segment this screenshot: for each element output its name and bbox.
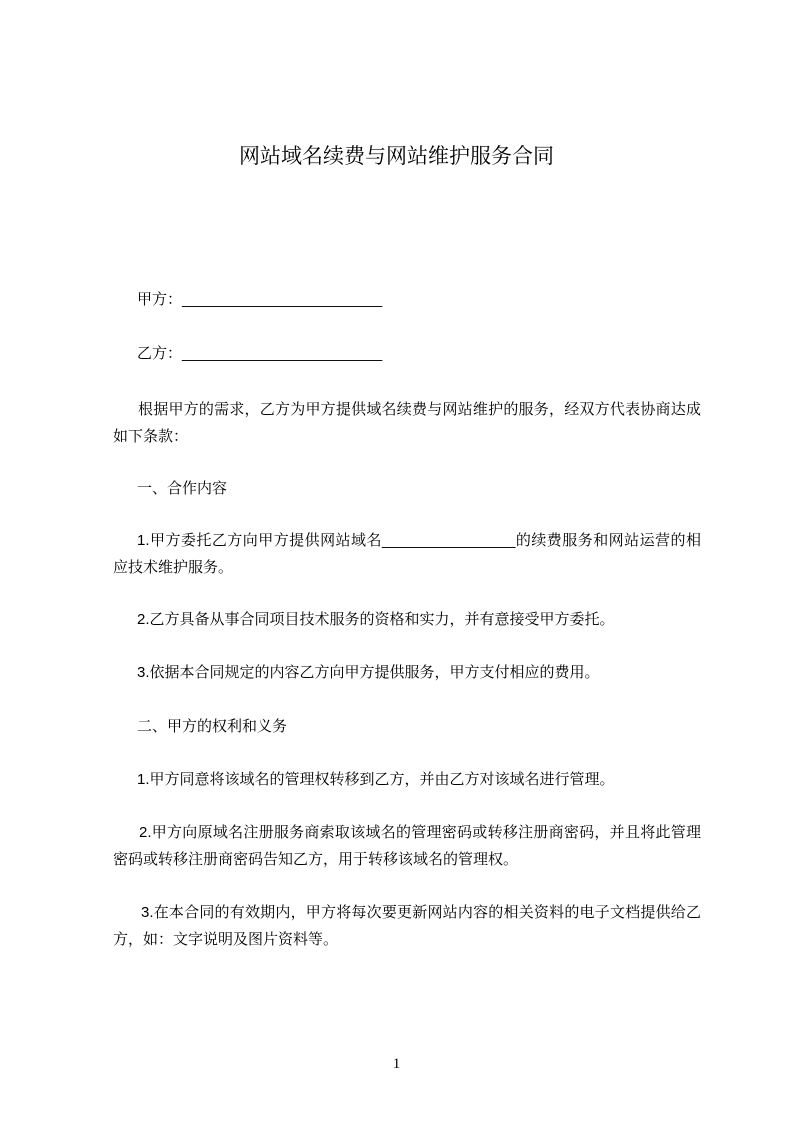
section1-item-1: 1.甲方委托乙方向甲方提供网站域名________________的续费服务和网站运营的相应技术维护服务。 bbox=[113, 532, 701, 576]
section1-item-3: 3.依据本合同规定的内容乙方向甲方提供服务，甲方支付相应的费用。 bbox=[137, 664, 600, 681]
section2-heading: 二、甲方的权利和义务 bbox=[137, 718, 288, 735]
section1-item-2: 2.乙方具备从事合同项目技术服务的资格和实力，并有意接受甲方委托。 bbox=[137, 611, 615, 628]
intro-paragraph: 根据甲方的需求，乙方为甲方提供域名续费与网站维护的服务，经双方代表协商达成如下条款： bbox=[113, 401, 701, 445]
document-title: 网站域名续费与网站维护服务合同 bbox=[239, 145, 554, 168]
party-a-line: 甲方：________________________ bbox=[137, 291, 383, 308]
section2-item-2: 2.甲方向原域名注册服务商索取该域名的管理密码或转移注册商密码，并且将此管理密码或转移注册商密码告知乙方，用于转移该域名的管理权。 bbox=[113, 824, 701, 868]
section2-item-3: 3.在本合同的有效期内，甲方将每次要更新网站内容的相关资料的电子文档提供给乙方，如：文字说明及图片资料等。 bbox=[113, 904, 701, 948]
page-number: 1 bbox=[392, 1056, 401, 1072]
section2-item-1: 1.甲方同意将该域名的管理权转移到乙方，并由乙方对该域名进行管理。 bbox=[137, 771, 615, 788]
party-b-line: 乙方：________________________ bbox=[137, 345, 383, 362]
section1-heading: 一、合作内容 bbox=[137, 480, 228, 497]
